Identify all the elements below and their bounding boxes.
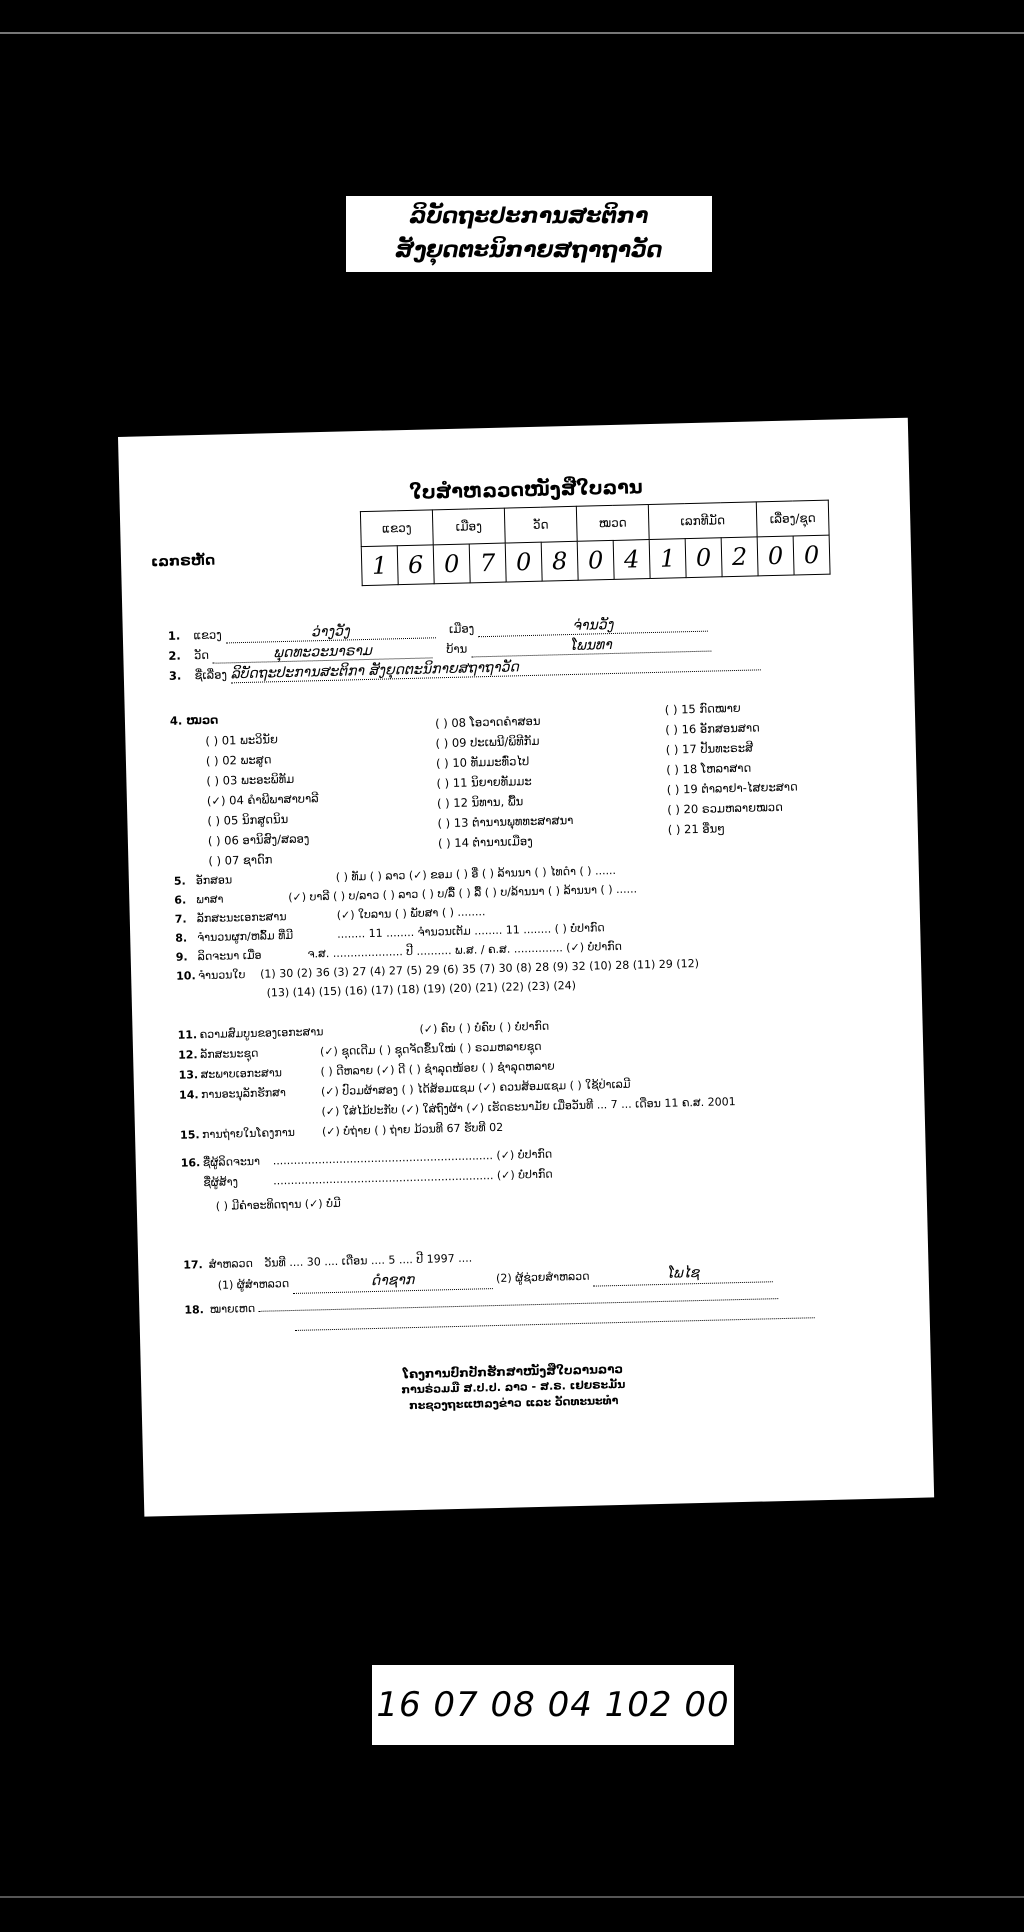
category-column-3 [665, 697, 799, 840]
code-digit: 0 [577, 540, 614, 580]
category-item: ( ) 13 ຕໍານານພຸທທະສາສນາ [437, 812, 574, 831]
assistant-label: (2) ຜູ້ຊ່ວຍສໍາຫລວດ [495, 1269, 590, 1286]
field-value: ໂພນທາ [471, 635, 711, 658]
survey-date: ວັນທີ .... 30 .... ເດືອນ .... 5 .... ປີ 1997 .... [264, 1251, 473, 1270]
code-label: ເລກຣຫັດ [150, 552, 216, 571]
surveyor-label: (1) ຜູ້ສໍາຫລວດ [217, 1277, 290, 1292]
header-label-line2: ສັງຍຸດຕະນິກາຍສຖາຖາວັດ [395, 238, 663, 263]
detail-row: (✓) ໃສ່ໄມ້ປະກັບ (✓) ໃສ່ຖົງຜ້າ (✓) ເຮັດຣະນາມັຍ ເມື່ອວັນທີ ... 7 ... ເດືອນ 11 ຄ.ສ. 2001 [321, 1095, 736, 1119]
code-digit: 0 [685, 538, 722, 578]
category-item: ( ) 03 ພະອະພິທັມ [206, 771, 295, 788]
code-header-province: ແຂວງ [360, 510, 433, 547]
code-header-bundle: ເລກທີມັດ [648, 502, 757, 540]
code-digit: 0 [505, 542, 542, 582]
field-title-row: 3. ຊື່ເລື່ອງ ລິບັດຖະປະການສະຕິກາ ສັງຍຸດຕະນິກາຍສຖາຖາວັດ [169, 653, 761, 684]
category-item: ( ) 09 ປະເພນີ/ພິທີກັມ [435, 733, 540, 751]
field-value: ວ່າງວັງ [225, 621, 435, 643]
field-label: ບ້ານ [446, 641, 468, 657]
category-item: ( ) 01 ພະວິນັຍ [205, 732, 279, 748]
detail-row: ຊື່ຜູ້ສ້າງ ............................................................... (✓) ບໍ່ປາກົດ [203, 1167, 553, 1190]
field-value: ພຸດທະວະນາຣາມ [212, 641, 432, 663]
category-item: ( ) 12 ນິທານ, ພື້ນ [436, 794, 524, 811]
code-digit: 0 [757, 536, 794, 576]
detail-row: 6. ພາສາ (✓) ບາລີ ( ) ບ/ລາວ ( ) ລາວ ( ) ບ/ລື້ ( ) ລື້ ( ) ບ/ລ້ານນາ ( ) ລ້ານນາ ( ) ...... [174, 882, 638, 907]
category-item: ( ) 18 ໂຫລາສາດ [666, 760, 752, 777]
category-column-1 [205, 728, 320, 871]
field-province-row: 1. ແຂວງ ວ່າງວັງ ເມືອງ ຈ່ານວັງ [168, 615, 708, 645]
category-item: ( ) 14 ຕໍານານເມືອງ [437, 833, 533, 851]
detail-row: 11. ຄວາມສົມບູນຂອງເອກະສານ (✓) ຄົບ ( ) ບໍ່ຄົບ ( ) ບໍ່ປາກົດ [177, 1019, 550, 1042]
detail-row: 16. ຊື່ຜູ້ລິດຈະນາ ............................................................... (✓) ບໍ່ປາກົດ [180, 1147, 553, 1170]
code-header-category: ໝວດ [576, 505, 649, 542]
top-border-line [0, 32, 1024, 34]
footer-line: ໂຄງການປົກປັກຮັກສາໜັງສືໃບລານລາວ [402, 1361, 624, 1382]
detail-row: 9. ລິດຈະນາ ເມື່ອ ຈ.ສ. .................... ປີ .......... ພ.ສ. / ຄ.ສ. .............. (✓) ບໍ່ປາກົດ [175, 939, 623, 964]
field-label: ເມືອງ [448, 621, 475, 636]
category-item: (✓) 04 ຄໍາພີພາສາບາລີ [206, 791, 319, 808]
detail-row: 12. ລັກສະນະຊຸດ (✓) ຊຸດເດີມ ( ) ຊຸດຈັດຂຶ້ນໃໝ່ ( ) ຣວມຫລາຍຊຸດ [177, 1039, 542, 1062]
code-header-district: ເມືອງ [432, 508, 505, 545]
detail-row: 7. ລັກສະນະເອກະສານ (✓) ໃບລານ ( ) ພັບສາ ( ) ........ [174, 905, 486, 926]
field-label: ແຂວງ [193, 627, 222, 643]
category-item: ( ) 05 ນິກສູດນິນ [207, 811, 289, 828]
bottom-border-line [0, 1896, 1024, 1898]
code-digit: 8 [541, 541, 578, 581]
assistant-name: ໂພໄຊ [593, 1261, 773, 1286]
category-item: ( ) 02 ພະສູດ [205, 752, 272, 768]
note-label: ໝາຍເຫດ [209, 1301, 256, 1317]
detail-row: 8. ຈໍານວນຜູກ/ຫລົ້ມ ທີ່ມີ ........ 11 ........ ຈໍານວນເຕັມ ........ 11 ........ ( ) ບໍ່ປາກົດ [175, 921, 605, 945]
detail-row: (13) (14) (15) (16) (17) (18) (19) (20) (21) (22) (23) (24) [266, 978, 577, 1000]
code-digit: 1 [649, 539, 686, 579]
detail-row: 13. ສະພາບເອກະສານ ( ) ດີຫລາຍ (✓) ດີ ( ) ຊໍາລຸດໜ້ອຍ ( ) ຊໍາລຸດຫລາຍ [178, 1059, 555, 1082]
form-title: ໃບສໍາຫລວດໜັງສືໃບລານ [409, 476, 643, 504]
header-label-line1: ລິບັດຖະປະການສະຕິກາ [409, 204, 649, 229]
detail-row: ( ) ມີຄໍາອະທິດຖານ (✓) ບໍ່ມີ [215, 1196, 341, 1213]
survey-label: ສໍາຫລວດ [208, 1256, 254, 1272]
form-footer [401, 1361, 626, 1414]
survey-form-sheet [118, 418, 934, 1517]
category-item: ( ) 08 ໂອວາດຄໍາສອນ [434, 713, 541, 731]
code-digit: 0 [793, 535, 830, 575]
category-item: ( ) 20 ຣວມຫລາຍໝວດ [667, 799, 783, 817]
code-digit: 4 [613, 540, 650, 580]
field-value: ລິບັດຖະປະການສະຕິກາ ສັງຍຸດຕະນິກາຍສຖາຖາວັດ [230, 653, 760, 683]
field-temple-row: 2. ວັດ ພຸດທະວະນາຣາມ ບ້ານ ໂພນທາ [168, 635, 711, 665]
code-digit: 6 [397, 545, 434, 585]
category-item: ( ) 07 ຊາດົກ [208, 852, 273, 868]
category-item: ( ) 16 ອັກສອນສາດ [665, 720, 760, 737]
category-title: 4. ໝວດ [169, 712, 219, 728]
survey-section: 17. ສໍາຫລວດ ວັນທີ .... 30 .... ເດືອນ .... 5 .... ປີ 1997 .... (1) ຜູ້ສໍາຫລວດ ດໍາຊາກ (2) ຜູ້ຊ່ວຍສໍາຫລວດ ໂພໄຊ 18. ໝາຍເຫດ [183, 1240, 815, 1340]
category-item: ( ) 15 ກົດໝາຍ [664, 700, 741, 717]
category-column-2 [435, 710, 574, 853]
detail-row: 10. ຈໍານວນໃບ (1) 30 (2) 36 (3) 27 (4) 27 (5) 29 (6) 35 (7) 30 (8) 28 (9) 32 (10) 28 (11) 29 (12) [176, 956, 700, 983]
field-value: ຈ່ານວັງ [478, 615, 708, 638]
detail-row: 15. ການຖ່າຍໃນໂຄງການ (✓) ບໍ່ຖ່າຍ ( ) ຖ່າຍ ມ້ວນທີ 67 ຮັບທີ 02 [179, 1120, 504, 1142]
surveyor-name: ດໍາຊາກ [292, 1268, 492, 1294]
category-item: ( ) 21 ອື່ນໆ [667, 821, 726, 837]
footer-line: ກະຊວງຖະແຫລງຂ່າວ ແລະ ວັດທະນະທໍາ [408, 1394, 619, 1413]
detail-row: 14. ການອະນຸລັກຮັກສາ (✓) ປົວມຜ້າສອງ ( ) ໄດ້ສ້ອມແຊມ (✓) ຄວນສ້ອມແຊມ ( ) ໃຊ້ປ່າເລມີ [178, 1077, 631, 1102]
category-item: ( ) 10 ທັມມະທົ່ວໄປ [435, 754, 530, 771]
code-header-title: ເລື່ອງ/ຊຸດ [756, 500, 829, 537]
category-item: ( ) 19 ຕໍາລາຢາ-ໄສຍະສາດ [666, 779, 798, 797]
details-block-1 [174, 859, 700, 1005]
field-label: ຊື່ເລື່ອງ [194, 667, 228, 683]
details-block-2 [177, 1012, 738, 1218]
detail-row: 5. ອັກສອນ ( ) ທັມ ( ) ລາວ (✓) ຂອມ ( ) ອື່ ( ) ລ້ານນາ ( ) ໄທດໍາ ( ) ...... [173, 863, 617, 888]
category-item: ( ) 17 ປັນທະຣະສີ [665, 740, 754, 757]
code-table [360, 500, 831, 586]
footer-code-label: 16 07 08 04 102 00 [372, 1665, 734, 1745]
code-digit: 2 [721, 537, 758, 577]
footer-line: ການຣ່ວມມື ສ.ປ.ປ. ລາວ - ສ.ຣ. ເຢຍຣະມັນ [401, 1377, 626, 1397]
code-digit: 0 [433, 544, 470, 584]
speck [152, 1495, 156, 1499]
code-digit: 7 [469, 543, 506, 583]
header-label [346, 196, 712, 272]
category-item: ( ) 06 ອານິສົງ/ສລອງ [207, 831, 310, 848]
code-header-temple: ວັດ [504, 506, 577, 543]
field-label: ວັດ [193, 647, 210, 663]
category-item: ( ) 11 ນິຍາຍທັມມະ [436, 773, 532, 791]
code-digit: 1 [361, 546, 398, 586]
